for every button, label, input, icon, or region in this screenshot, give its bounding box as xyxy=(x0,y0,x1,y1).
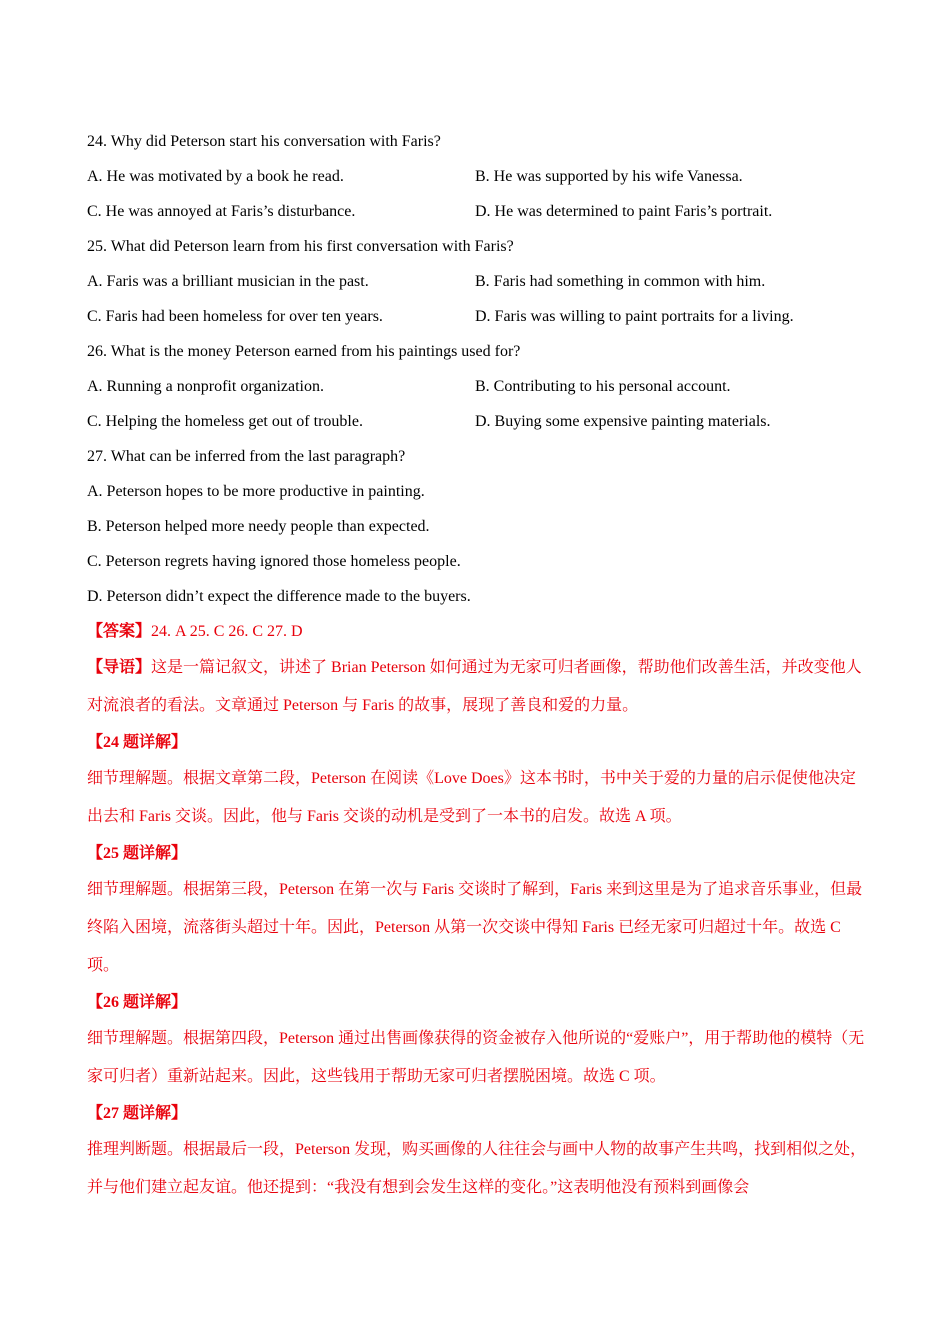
question-24-stem: 24. Why did Peterson start his conversation with Faris? xyxy=(87,133,441,150)
detail-26-text: 细节理解题。根据第四段，Peterson 通过出售画像获得的资金被存入他所说的“爱账户”，用于帮助他的模特（无家可归者）重新站起来。因此，这些钱用于帮助无家可归者摆脱困境。故选 C 项。 xyxy=(87,1030,865,1085)
option-24-b: B. He was supported by his wife Vanessa. xyxy=(475,168,743,185)
document-page xyxy=(87,124,867,1207)
option-26-c: C. Helping the homeless get out of trouble. xyxy=(87,413,363,430)
option-26-a: A. Running a nonprofit organization. xyxy=(87,378,324,395)
option-24-c: C. He was annoyed at Faris’s disturbance. xyxy=(87,203,356,220)
option-25-b: B. Faris had something in common with him. xyxy=(475,273,766,290)
detail-24-text: 细节理解题。根据文章第二段，Peterson 在阅读《Love Does》这本书时，书中关于爱的力量的启示促使他决定出去和 Faris 交谈。因此，他与 Faris 交谈的动机是受到了一本书的启发。故选 A 项。 xyxy=(87,770,856,825)
option-26-d: D. Buying some expensive painting materials. xyxy=(475,413,771,430)
guide-tag: 【导语】 xyxy=(87,659,152,676)
detail-27-text: 推理判断题。根据最后一段，Peterson 发现，购买画像的人往往会与画中人物的故事产生共鸣，找到相似之处，并与他们建立起友谊。他还提到：“我没有想到会发生这样的变化。”这表明他没有预料到画像会 xyxy=(87,1141,867,1196)
guide-paragraph xyxy=(87,649,867,725)
detail-26-heading: 【26 题详解】 xyxy=(87,994,188,1011)
question-26-options-row-2 xyxy=(87,404,867,439)
option-25-d: D. Faris was willing to paint portraits for a living. xyxy=(475,308,794,325)
answer-tag: 【答案】 xyxy=(87,623,152,640)
detail-27-heading: 【27 题详解】 xyxy=(87,1105,188,1122)
answer-line xyxy=(87,614,867,649)
option-25-a: A. Faris was a brilliant musician in the past. xyxy=(87,273,369,290)
option-24-d: D. He was determined to paint Faris’s portrait. xyxy=(475,203,773,220)
option-26-b: B. Contributing to his personal account. xyxy=(475,378,731,395)
question-27-stem: 27. What can be inferred from the last paragraph? xyxy=(87,448,406,465)
detail-25-heading: 【25 题详解】 xyxy=(87,845,188,862)
option-25-c: C. Faris had been homeless for over ten years. xyxy=(87,308,383,325)
option-27-d: D. Peterson didn’t expect the difference made to the buyers. xyxy=(87,588,471,605)
question-25-stem: 25. What did Peterson learn from his first conversation with Faris? xyxy=(87,238,514,255)
question-24-options-row-2 xyxy=(87,194,867,229)
option-27-b: B. Peterson helped more needy people than expected. xyxy=(87,518,430,535)
option-27-a: A. Peterson hopes to be more productive in painting. xyxy=(87,483,425,500)
question-25-options-row-1 xyxy=(87,264,867,299)
question-26-options-row-1 xyxy=(87,369,867,404)
option-24-a: A. He was motivated by a book he read. xyxy=(87,168,344,185)
detail-24-heading: 【24 题详解】 xyxy=(87,734,188,751)
answer-text: 24. A 25. C 26. C 27. D xyxy=(151,623,303,640)
detail-25-text: 细节理解题。根据第三段，Peterson 在第一次与 Faris 交谈时了解到，Faris 来到这里是为了追求音乐事业，但最终陷入困境，流落街头超过十年。因此，Peterson 从第一次交谈中得知 Faris 已经无家可归超过十年。故选 C 项。 xyxy=(87,881,863,974)
question-26-stem: 26. What is the money Peterson earned from his paintings used for? xyxy=(87,343,521,360)
guide-text: 这是一篇记叙文，讲述了 Brian Peterson 如何通过为无家可归者画像，帮助他们改善生活，并改变他人对流浪者的看法。文章通过 Peterson 与 Faris 的故事，展现了善良和爱的力量。 xyxy=(87,659,862,714)
question-25-options-row-2 xyxy=(87,299,867,334)
question-24-options-row-1 xyxy=(87,159,867,194)
option-27-c: C. Peterson regrets having ignored those homeless people. xyxy=(87,553,461,570)
